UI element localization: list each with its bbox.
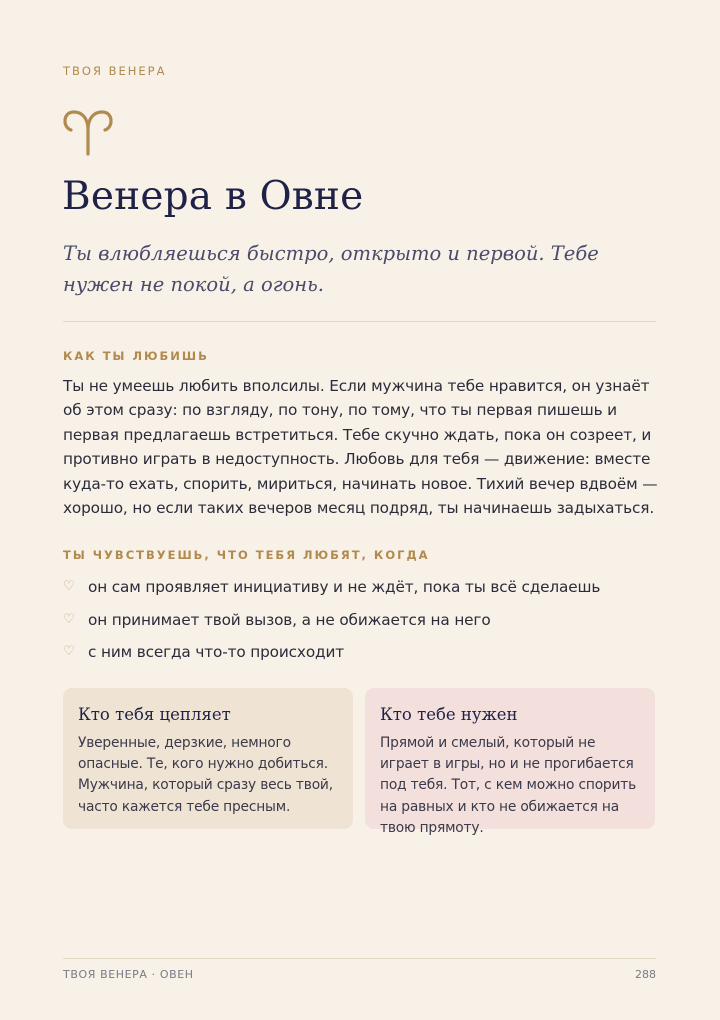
card-text: Прямой и смелый, который не играет в игры, но и не прогибается под тебя. Тот, с кем можно спорить на равных и кто не обижается на твою прямоту. bbox=[380, 735, 637, 836]
list-item bbox=[63, 608, 663, 641]
section-label-how-you-love: КАК ТЫ ЛЮБИШЬ bbox=[63, 349, 209, 363]
list-item bbox=[63, 640, 663, 673]
list-item-text: он сам проявляет инициативу и не ждёт, пока ты всё сделаешь bbox=[88, 578, 601, 596]
card-title: Кто тебя цепляет bbox=[78, 705, 231, 724]
list-item-text: с ним всегда что-то происходит bbox=[88, 643, 345, 661]
divider bbox=[63, 321, 656, 322]
page-number: 288 bbox=[635, 968, 656, 981]
heart-outline-icon: ♡ bbox=[63, 611, 75, 627]
heart-outline-icon: ♡ bbox=[63, 579, 75, 594]
eyebrow-label: ТВОЯ ВЕНЕРА bbox=[63, 64, 167, 78]
footer-running-title: ТВОЯ ВЕНЕРА · ОВЕН bbox=[63, 968, 194, 981]
list-item bbox=[63, 575, 663, 608]
card-text: Уверенные, дерзкие, немного опасные. Те, кого нужно добиться. Мужчина, который сразу весь твой, часто кажется тебе пресным. bbox=[78, 735, 333, 815]
page-title: Венера в Овне bbox=[62, 174, 364, 219]
body-paragraph: Ты не умеешь любить вполсилы. Если мужчина тебе нравится, он узнаёт об этом сразу: по взгляду, по тону, по тому, что ты первая пишешь и первая предлагаешь встретиться. Тебе скучно ждать, пока он созреет, и противно играть в недоступность. Любовь для тебя — движение: вместе куда-то ехать, спорить, мириться, начинать новое. Тихий вечер вдвоём — хорошо, но если таких вечеров месяц подряд, ты начинаешь задыхаться. bbox=[63, 377, 658, 518]
card-who-hooks-you bbox=[63, 688, 353, 829]
card-who-you-need bbox=[365, 688, 655, 836]
heart-outline-icon: ♡ bbox=[63, 644, 75, 659]
card-title: Кто тебе нужен bbox=[380, 705, 518, 724]
page-subtitle: Ты влюбляешься быстро, открыто и первой. Тебе нужен не покой, а огонь. bbox=[63, 242, 599, 296]
list-item-text: он принимает твой вызов, а не обижается на него bbox=[88, 610, 491, 629]
feel-loved-list bbox=[63, 575, 663, 673]
section-label-feel-loved: ТЫ ЧУВСТВУЕШЬ, ЧТО ТЕБЯ ЛЮБЯТ, КОГДА bbox=[63, 548, 430, 562]
footer-divider bbox=[63, 958, 656, 959]
aries-icon bbox=[62, 108, 114, 156]
